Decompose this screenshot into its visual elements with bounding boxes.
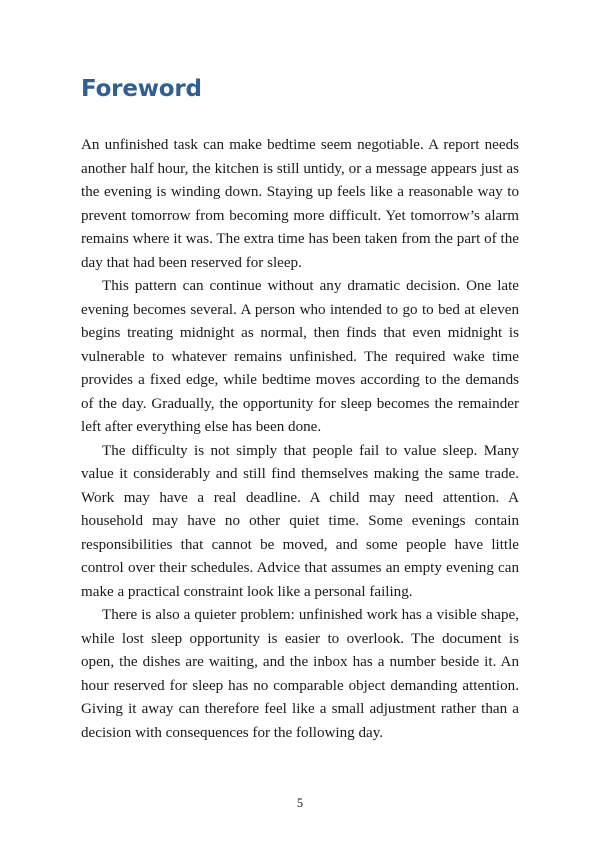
page-number: 5 — [296, 796, 304, 810]
paragraph-1: An unfinished task can make bedtime seem negotiable. A report needs another half hour, the kitchen is still untidy, or a message appears just as the evening is winding down. Staying up feels like a reasonable way to prevent tomorrow from becoming more difficult. Yet tomorrow’s alarm remains where it was. The extra time has been taken from the part of the day that had been reserved for sleep. — [81, 137, 519, 271]
body-text — [81, 134, 519, 745]
paragraph-2: This pattern can continue without any dramatic decision. One late evening becomes several. A person who intended to go to bed at eleven begins treating midnight as normal, then finds that even midnight is vulnerable to whatever remains unfinished. The required wake time provides a fixed edge, while bedtime moves according to the demands of the day. Gradually, the opportunity for sleep becomes the remainder left after everything else has been done. — [81, 278, 519, 435]
page-title: Foreword — [81, 76, 202, 102]
paragraph-3: The difficulty is not simply that people fail to value sleep. Many value it considerably and still find themselves making the same trade. Work may have a real deadline. A child may need attention. A household may have no other quiet time. Some evenings contain responsibilities that cannot be moved, and some people have little control over their schedules. Advice that assumes an empty evening can make a practical constraint look like a personal failing. — [81, 442, 519, 600]
paragraph-4: There is also a quieter problem: unfinished work has a visible shape, while lost sleep opportunity is easier to overlook. The document is open, the dishes are waiting, and the inbox has a number beside it. An hour reserved for sleep has no comparable object demanding attention. Giving it away can therefore feel like a small adjustment rather than a decision with consequences for the following day. — [81, 607, 519, 741]
